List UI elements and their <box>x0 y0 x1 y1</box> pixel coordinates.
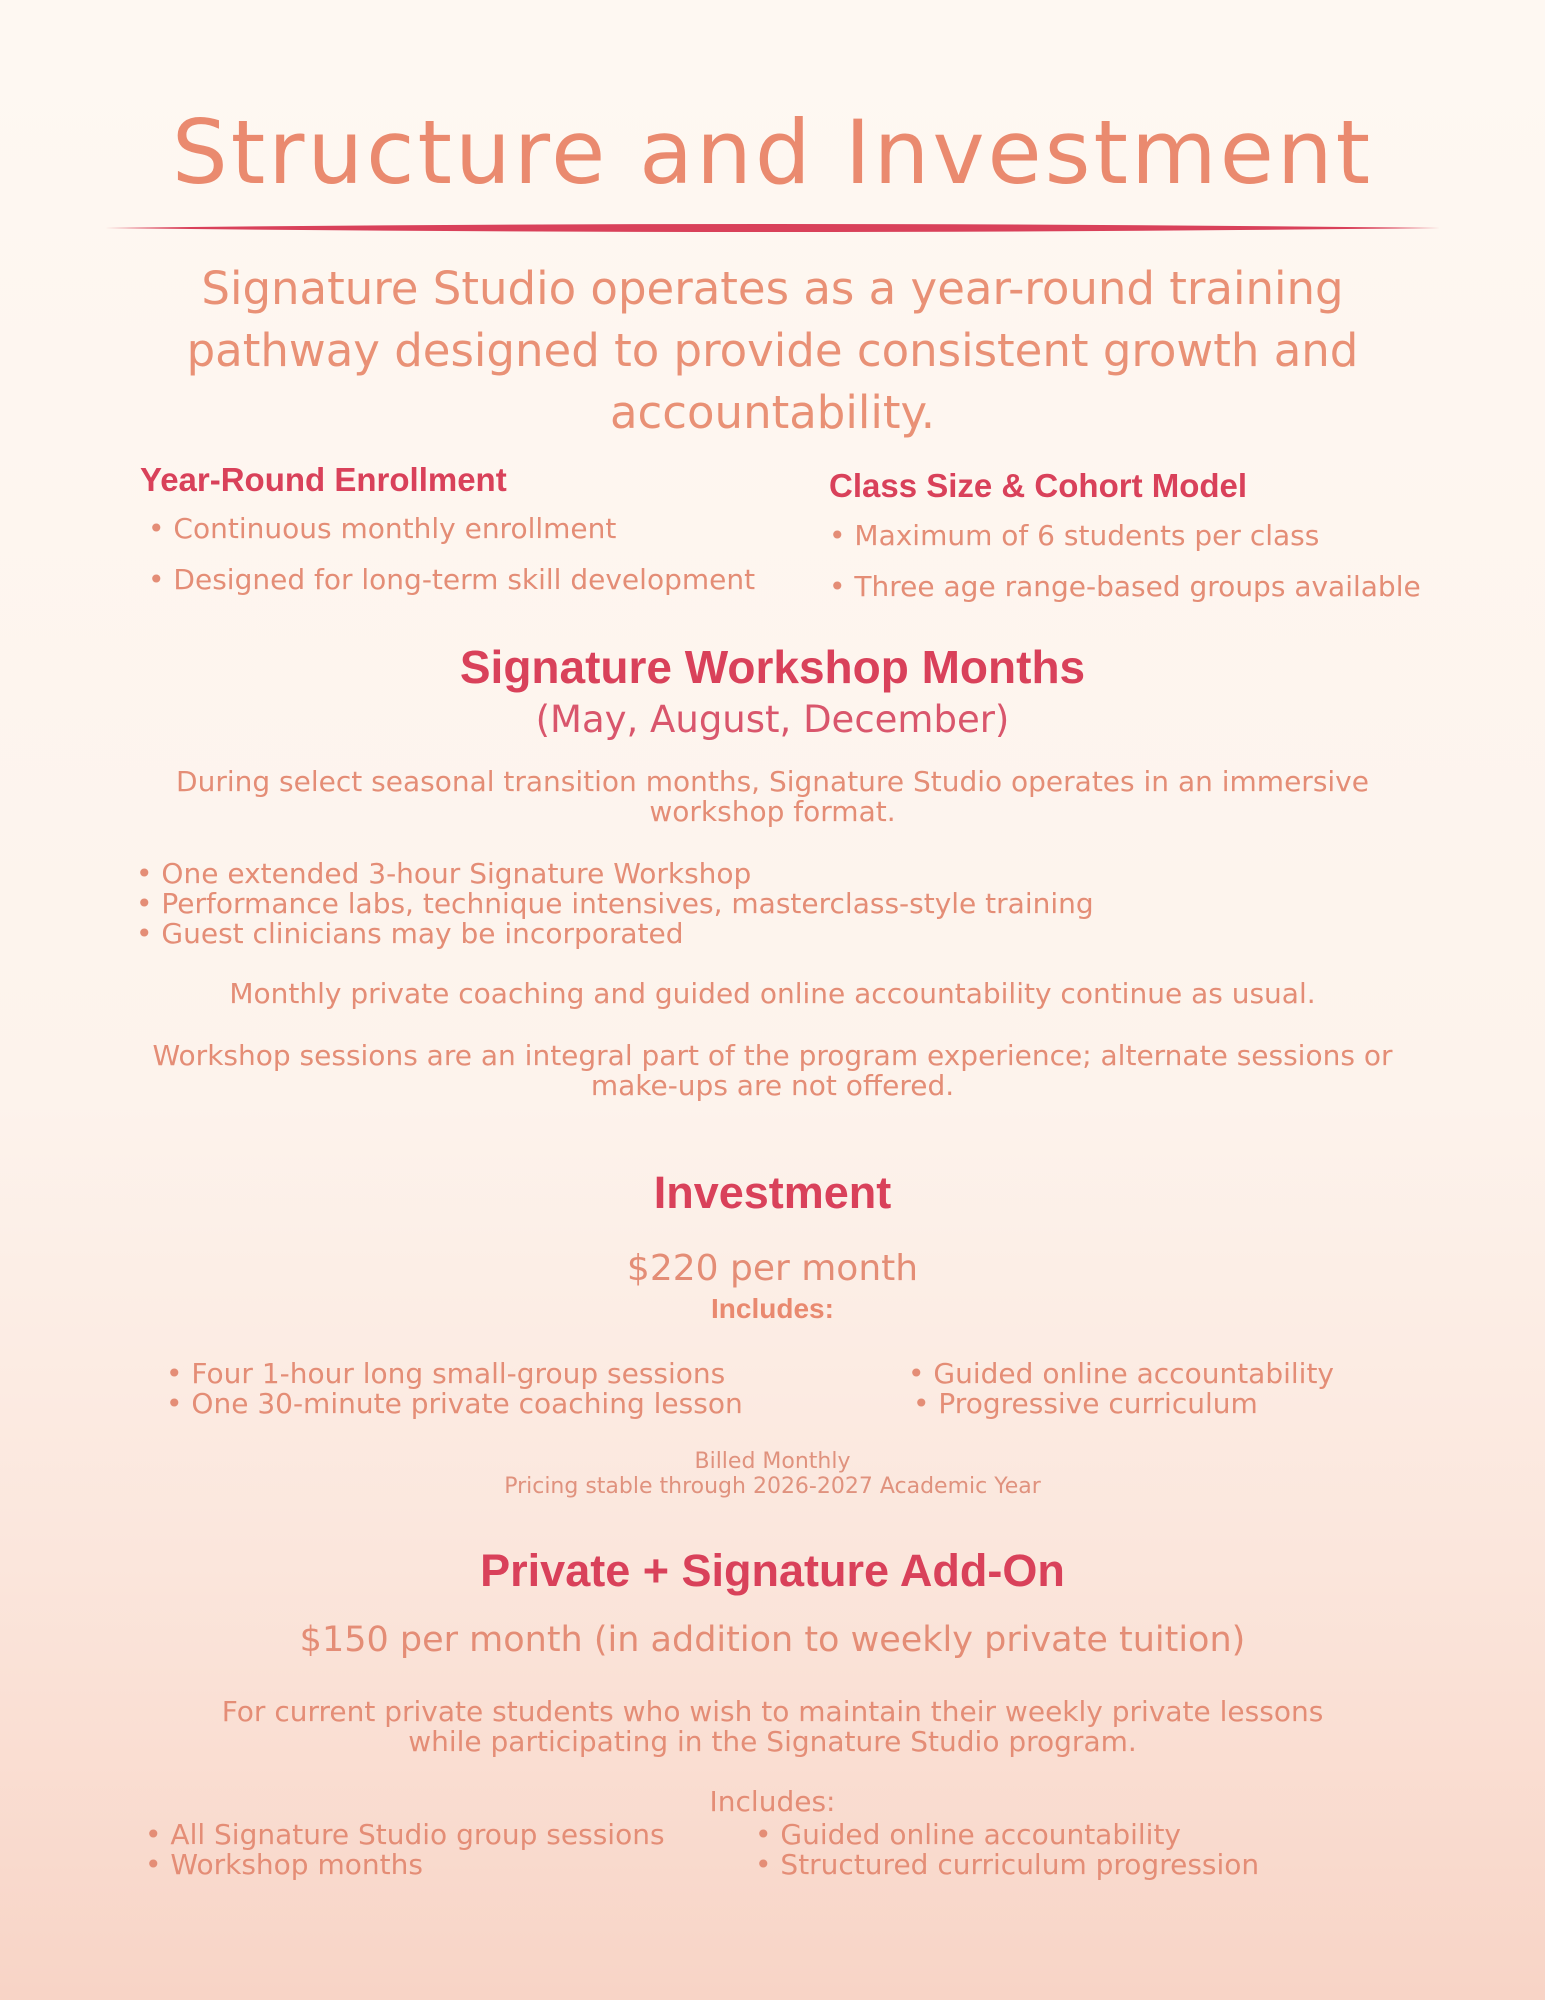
enrollment-heading: Year-Round Enrollment <box>140 461 507 498</box>
enrollment-bullet: • Designed for long-term skill development <box>148 563 756 596</box>
investment-includes-label: Includes: <box>711 1293 834 1324</box>
workshop-description: During select seasonal transition months, Signature Studio operates in an immersive workshop format. <box>176 765 1369 828</box>
addon-includes-label: Includes: <box>709 1785 836 1818</box>
addon-heading: Private + Signature Add-On <box>480 1545 1065 1596</box>
investment-bullet: • Guided online accountability <box>908 1357 1334 1390</box>
class-size-bullet: • Three age range-based groups available <box>829 570 1421 603</box>
workshop-bullet: • Guest clinicians may be incorporated <box>136 917 684 950</box>
addon-bullet: • Structured curriculum progression <box>755 1848 1260 1881</box>
investment-bullet: • Progressive curriculum <box>913 1387 1258 1420</box>
class-size-bullet: • Maximum of 6 students per class <box>829 519 1320 552</box>
page-title: Structure and Investment <box>171 101 1374 204</box>
investment-heading: Investment <box>653 1167 892 1218</box>
addon-bullet: • Guided online accountability <box>755 1818 1181 1851</box>
billing-note: Billed Monthly <box>694 1449 851 1474</box>
workshop-heading: Signature Workshop Months <box>459 641 1086 693</box>
addon-bullet: • All Signature Studio group sessions <box>145 1818 665 1851</box>
addon-price: $150 per month (in addition to weekly private tuition) <box>299 1620 1246 1660</box>
class-size-heading: Class Size & Cohort Model <box>829 467 1248 504</box>
addon-bullet: • Workshop months <box>145 1848 423 1881</box>
workshop-policy-note: Workshop sessions are an integral part of the program experience; alternate sessions or make-ups are not offered. <box>152 1039 1393 1102</box>
intro-text: Signature Studio operates as a year-round training pathway designed to provide consistent growth and accountability. <box>186 262 1359 439</box>
workshop-list <box>136 859 1094 949</box>
investment-bullet: • One 30-minute private coaching lesson <box>166 1387 743 1420</box>
workshop-note: Monthly private coaching and guided online accountability continue as usual. <box>229 977 1316 1010</box>
investment-price: $220 per month <box>626 1248 919 1289</box>
pricing-note: Pricing stable through 2026-2027 Academic Year <box>504 1474 1041 1499</box>
workshop-bullet: • One extended 3-hour Signature Workshop <box>136 857 752 890</box>
addon-description: For current private students who wish to maintain their weekly private lessons while participating in the Signature Studio program. <box>221 1695 1324 1758</box>
workshop-months: (May, August, December) <box>535 698 1010 741</box>
title-divider <box>105 218 1440 238</box>
workshop-bullet: • Performance labs, technique intensives, masterclass-style training <box>136 887 1094 920</box>
investment-bullet: • Four 1-hour long small-group sessions <box>166 1357 726 1390</box>
enrollment-bullet: • Continuous monthly enrollment <box>148 512 617 545</box>
